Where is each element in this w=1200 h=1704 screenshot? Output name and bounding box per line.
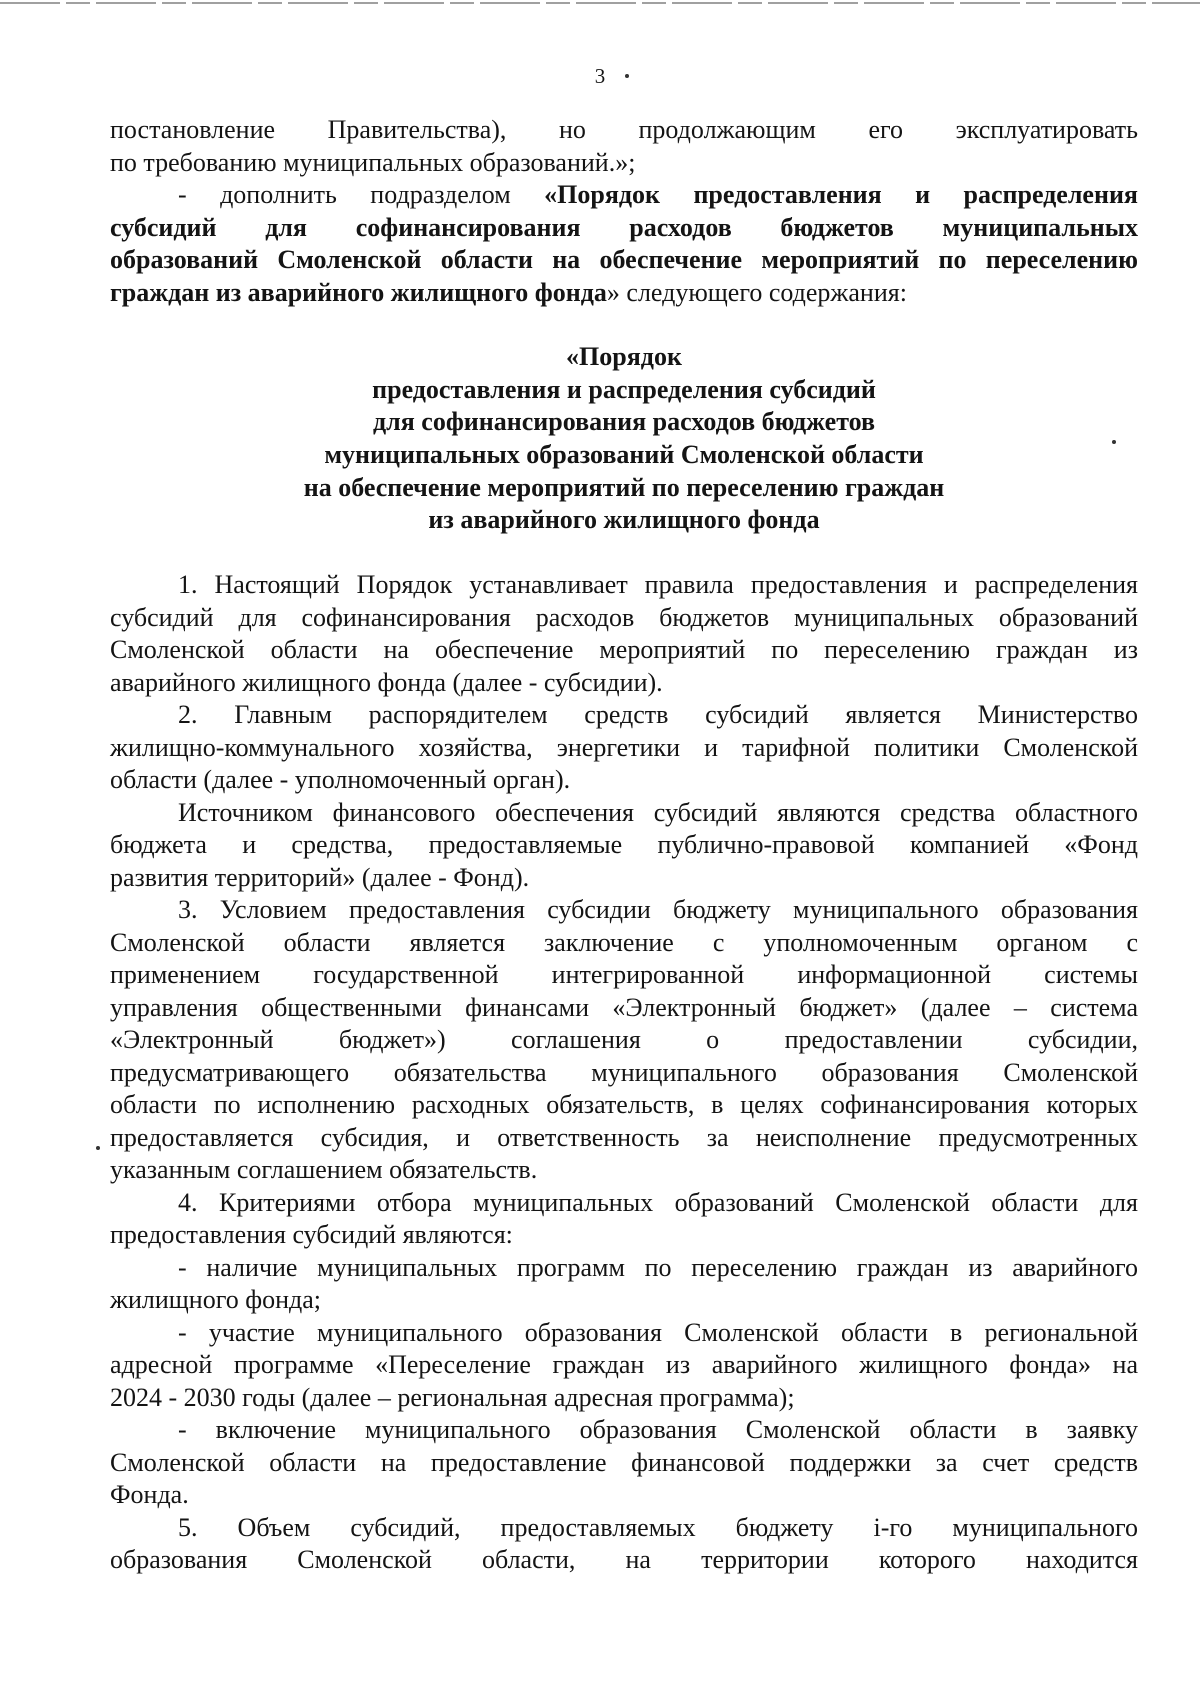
body-line: предусматривающего обязательства муниципального образования Смоленской [110,1057,1138,1087]
body-line: Фонда. [110,1480,189,1510]
body-line: жилищного фонда; [110,1285,321,1315]
intro-line: постановление Правительства), но продолжающим его эксплуатировать [110,115,1138,144]
scan-speck [96,1146,100,1150]
body-line: области (далее - уполномоченный орган). [110,765,571,795]
addition-title: субсидий для софинансирования расходов бюджетов муниципальных [110,212,1138,242]
heading-line: муниципальных образований Смоленской области [324,440,924,470]
addition-text: - дополнить подразделом [178,180,545,209]
body-line: «Электронный бюджет») соглашения о предоставлении субсидии, [110,1025,1138,1055]
body-line: Источником финансового обеспечения субсидий являются средства областного [178,797,1138,827]
body-line: Смоленской области на предоставление финансовой поддержки за счет средств [110,1447,1138,1477]
heading-line: предоставления и распределения субсидий [372,374,876,404]
body-line: предоставления субсидий являются: [110,1220,513,1250]
body-line: указанным соглашением обязательств. [110,1155,538,1185]
body-line: применением государственной интегрированной информационной системы [110,960,1138,990]
heading-line: «Порядок [566,342,682,371]
body-line: - наличие муниципальных программ по переселению граждан из аварийного [178,1252,1138,1282]
body-line: 2024 - 2030 годы (далее – региональная адресная программа); [110,1382,795,1412]
addition-line [110,277,1138,310]
body-line: - включение муниципального образования Смоленской области в заявку [178,1415,1138,1445]
document-body [110,569,1138,1577]
body-line: адресной программе «Переселение граждан из аварийного жилищного фонда» на [110,1350,1138,1380]
section-heading [110,341,1138,537]
body-line: 5. Объем субсидий, предоставляемых бюджету i-го муниципального [178,1512,1138,1542]
body-line: развития территорий» (далее - Фонд). [110,862,530,892]
scan-top-edge [0,2,1200,4]
addition-title: граждан из аварийного жилищного фонда [110,277,607,307]
body-line: предоставляется субсидия, и ответственность за неисполнение предусмотренных [110,1122,1138,1152]
body-line: аварийного жилищного фонда (далее - субсидии). [110,667,663,697]
body-line: 2. Главным распорядителем средств субсидий является Министерство [178,700,1138,730]
body-line: 1. Настоящий Порядок устанавливает правила предоставления и распределения [178,570,1138,600]
body-line: Смоленской области является заключение с уполномоченным органом с [110,927,1138,957]
body-line: Смоленской области на обеспечение мероприятий по переселению граждан из [110,635,1138,665]
intro-line: по требованию муниципальных образований.»; [110,147,636,177]
scan-speck [1112,440,1116,444]
body-line: субсидий для софинансирования расходов бюджетов муниципальных образований [110,602,1138,632]
body-line: - участие муниципального образования Смоленской области в региональной [178,1317,1138,1347]
body-line: жилищно-коммунального хозяйства, энергетики и тарифной политики Смоленской [110,732,1138,762]
body-line: 3. Условием предоставления субсидии бюджету муниципального образования [178,895,1138,925]
heading-line: на обеспечение мероприятий по переселению граждан [303,472,945,502]
body-line: 4. Критериями отбора муниципальных образований Смоленской области для [178,1187,1138,1217]
body-line: управления общественными финансами «Электронный бюджет» (далее – система [110,992,1138,1022]
page-number: 3 [594,64,606,88]
addition-title: «Порядок предоставления и распределения [544,180,1139,209]
body-line: области по исполнению расходных обязательств, в целях софинансирования которых [110,1090,1138,1120]
addition-line [110,179,1138,212]
scan-speck [625,74,629,78]
body-line: образования Смоленской области, на территории которого находится [110,1545,1138,1575]
body-line: бюджета и средства, предоставляемые публично-правовой компанией «Фонд [110,830,1138,860]
addition-text: » следующего содержания: [606,277,907,307]
addition-title: образований Смоленской области на обеспечение мероприятий по переселению [110,245,1138,274]
document-page [110,114,1138,1577]
heading-line: для софинансирования расходов бюджетов [372,407,876,437]
heading-line: из аварийного жилищного фонда [428,505,820,535]
